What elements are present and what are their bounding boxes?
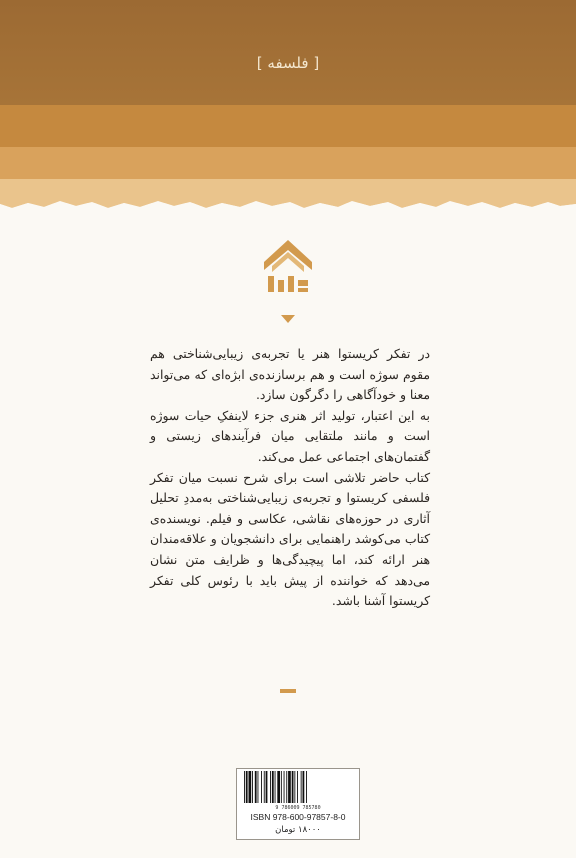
barcode-bar — [264, 771, 265, 803]
description-paragraph-3: کتاب حاضر تلاشی است برای شرح نسبت میان تفکر فلسفی کریستوا و تجربه‌ی زیبایی‌شناختی به‌مددِ تحلیل آثاری در حوزه‌های نقاشی، عکاسی و فیلم. نویسنده‌ی کتاب می‌کوشد راهنمایی برای دانشجویان و علاقه‌مندان هنر ارائه کند، اما پیچیدگی‌ها و ظرایف متن نشان می‌دهد که خواننده از پیش باید با رئوس کلی تفکر کریستوا آشنا باشد. — [150, 469, 430, 609]
barcode-bar — [294, 771, 295, 803]
barcode-digits: 9 786009 785780 — [275, 805, 321, 811]
description-paragraph-2: به این اعتبار، تولید اثر هنری جزء لاینفکِ حیات سوژه است و مانند ملتقایی میان فرآیندهای زیستی و گفتمان‌های اجتماعی عمل می‌کند. — [150, 407, 430, 464]
barcode-bar — [255, 771, 257, 803]
barcode-bar — [292, 771, 294, 803]
category-label: [ فلسفه ] — [256, 54, 320, 72]
barcode-bar — [244, 771, 245, 803]
barcode-bar — [301, 771, 302, 803]
barcode-bar — [277, 771, 280, 803]
price-label: ۱۸۰۰۰ تومان — [275, 825, 321, 835]
barcode-bar — [266, 771, 268, 803]
header-band-mid — [0, 105, 576, 147]
barcode-bar — [275, 771, 276, 803]
header-band-dark — [0, 0, 576, 105]
header-band-light — [0, 147, 576, 179]
back-cover-description — [150, 344, 430, 612]
barcode-bar — [270, 771, 271, 803]
barcode-bar — [286, 771, 287, 803]
isbn-number: ISBN 978-600-97857-8-0 — [250, 812, 346, 822]
barcode-bar — [288, 771, 291, 803]
barcode-sticker — [236, 768, 360, 840]
dash-ornament — [280, 689, 296, 693]
barcode-icon — [243, 771, 353, 803]
description-paragraph-1: در تفکر کریستوا هنر یا تجربه‌ی زیبایی‌شناختی هم مقوم سوژه است و هم برسازنده‌ی ابژه‌ای که می‌تواند معنا و خودآگاهی را دگرگون سازد. — [150, 346, 430, 403]
barcode-bar — [281, 771, 282, 803]
barcode-bar — [303, 771, 305, 803]
barcode-bar — [306, 771, 307, 803]
barcode-bar — [258, 771, 259, 803]
barcode-bar — [284, 771, 285, 803]
down-triangle-ornament — [281, 315, 295, 323]
publisher-logo-icon — [262, 236, 314, 296]
barcode-bar — [249, 771, 252, 803]
barcode-bar — [261, 771, 262, 803]
barcode-bar — [252, 771, 253, 803]
barcode-bar — [246, 771, 248, 803]
barcode-bar — [297, 771, 298, 803]
torn-paper-edge — [0, 196, 576, 212]
barcode-bar — [272, 771, 274, 803]
